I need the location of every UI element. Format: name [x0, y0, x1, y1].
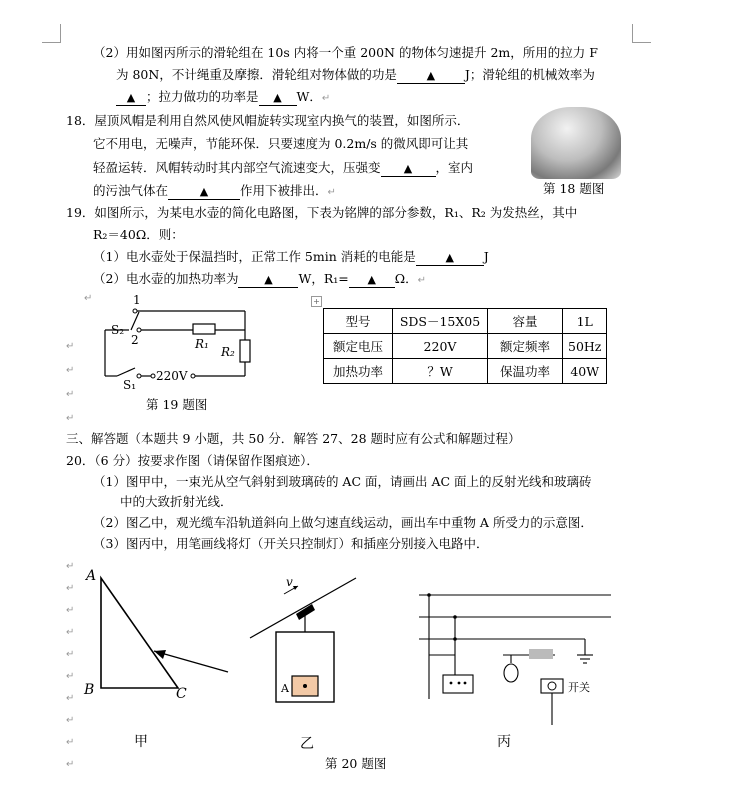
q18-line3: 轻盈运转．风帽转动时其内部空气流速变大，压强变 ▲ ，室内: [93, 160, 474, 175]
q20-item1-line2: 中的大致折射光线．: [120, 494, 233, 509]
circuit-label-contact-1: 1: [133, 293, 141, 307]
q19-line3: （1）电水壶处于保温挡时，正常工作 5min 消耗的电能是 ▲ J: [93, 249, 489, 264]
figure-yi-label: 乙: [300, 736, 314, 752]
table-cell: 加热功率: [324, 359, 393, 384]
circuit-label-r2: R₂: [221, 345, 235, 359]
section-3-heading: 三、解答题（本题共 9 小题，共 50 分．解答 27、28 题时应有公式和解题过程）: [66, 431, 521, 446]
q20-title: 20．（6 分）按要求作图（请保留作图痕迹）．: [66, 453, 319, 468]
table-row: [324, 334, 607, 359]
para-mark: ↵: [66, 759, 75, 770]
q19-caption: 第 19 题图: [146, 397, 208, 412]
para-mark: ↵: [66, 737, 75, 748]
q19-line1: 19．如图所示，为某电水壶的简化电路图，下表为铭牌的部分参数，R₁、R₂ 为发热丝，其中: [66, 205, 578, 220]
q20-caption: 第 20 题图: [325, 756, 387, 771]
q17-line1: （2）用如图丙所示的滑轮组在 10s 内将一个重 200N 的物体匀速提升 2m，所用的拉力 F: [93, 45, 598, 60]
q20-item1-line1: （1）图甲中，一束光从空气斜射到玻璃砖的 AC 面，请画出 AC 面上的反射光线和玻璃砖: [93, 474, 592, 489]
table-cell: 220V: [393, 334, 488, 359]
vertex-label-c: C: [176, 686, 187, 702]
nameplate-table: [323, 308, 607, 384]
table-cell: 额定频率: [488, 334, 563, 359]
para-mark: ↵: [66, 693, 75, 704]
q18-line2: 它不用电，无噪声，节能环保．只要速度为 0.2m/s 的微风即可让其: [93, 136, 469, 151]
para-mark: ↵: [66, 671, 75, 682]
q17-line2: 为 80N，不计绳重及摩擦．滑轮组对物体做的功是 ▲ J；滑轮组的机械效率为: [116, 67, 595, 82]
corner-mark-right: [632, 24, 651, 43]
table-cell: 型号: [324, 309, 393, 334]
roof-ventilator-photo: [531, 107, 621, 179]
circuit-label-r1: R₁: [195, 337, 209, 351]
corner-mark-left: [42, 24, 61, 43]
para-mark: ↵: [66, 649, 75, 660]
table-cell: SDS－15X05: [393, 309, 488, 334]
q20-item3: （3）图丙中，用笔画线将灯（开关只控制灯）和插座分别接入电路中．: [93, 536, 489, 551]
figure-bing-household-circuit: [415, 585, 615, 735]
circuit-label-voltage: 220V: [156, 369, 188, 383]
table-cell: 50Hz: [563, 334, 607, 359]
table-row: [324, 309, 607, 334]
object-a-label: A: [281, 682, 289, 695]
para-mark: ↵: [66, 715, 75, 726]
q17-line3: ▲ ；拉力做功的功率是 ▲ W．↵: [116, 88, 330, 108]
q19-circuit-diagram: [95, 292, 265, 392]
para-mark: ↵: [66, 627, 75, 638]
circuit-label-contact-2: 2: [131, 333, 139, 347]
para-mark: ↵: [66, 365, 75, 376]
q19-line4: （2）电水壶的加热功率为 ▲ W，R₁= ▲ Ω．↵: [93, 271, 426, 286]
q18-caption: 第 18 题图: [543, 181, 605, 196]
para-mark: ↵: [66, 413, 75, 424]
figure-yi-cable-car: [248, 570, 363, 710]
figure-jia-label: 甲: [134, 734, 148, 750]
figure-jia-glass-prism: [80, 560, 240, 710]
table-move-handle-icon[interactable]: +: [311, 296, 322, 307]
table-cell: 保温功率: [488, 359, 563, 384]
table-cell: ？W: [393, 359, 488, 384]
table-cell: 1L: [563, 309, 607, 334]
circuit-label-s1: S₁: [123, 378, 137, 392]
q18-line4: 的污浊气体在 ▲ 作用下被排出．↵: [93, 183, 336, 198]
para-mark: ↵: [66, 605, 75, 616]
q18-line1: 18．屋顶风帽是利用自然风使风帽旋转实现室内换气的装置，如图所示．: [66, 113, 470, 128]
circuit-label-s2: S₂: [111, 323, 125, 337]
table-cell: 容量: [488, 309, 563, 334]
para-mark: ↵: [66, 583, 75, 594]
para-mark: ↵: [66, 561, 75, 572]
para-mark: ↵: [66, 341, 75, 352]
velocity-label: v: [286, 575, 293, 589]
switch-label: 开关: [568, 681, 590, 694]
vertex-label-b: B: [84, 682, 95, 698]
table-cell: 40W: [563, 359, 607, 384]
para-mark: ↵: [84, 293, 93, 304]
para-mark: ↵: [66, 389, 75, 400]
table-cell: 额定电压: [324, 334, 393, 359]
table-row: [324, 359, 607, 384]
q19-line2: R₂＝40Ω．则：: [93, 227, 184, 242]
figure-bing-label: 丙: [497, 734, 511, 750]
q20-item2: （2）图乙中，观光缆车沿轨道斜向上做匀速直线运动，画出车中重物 A 所受力的示意图．: [93, 515, 593, 530]
vertex-label-a: A: [86, 568, 97, 584]
